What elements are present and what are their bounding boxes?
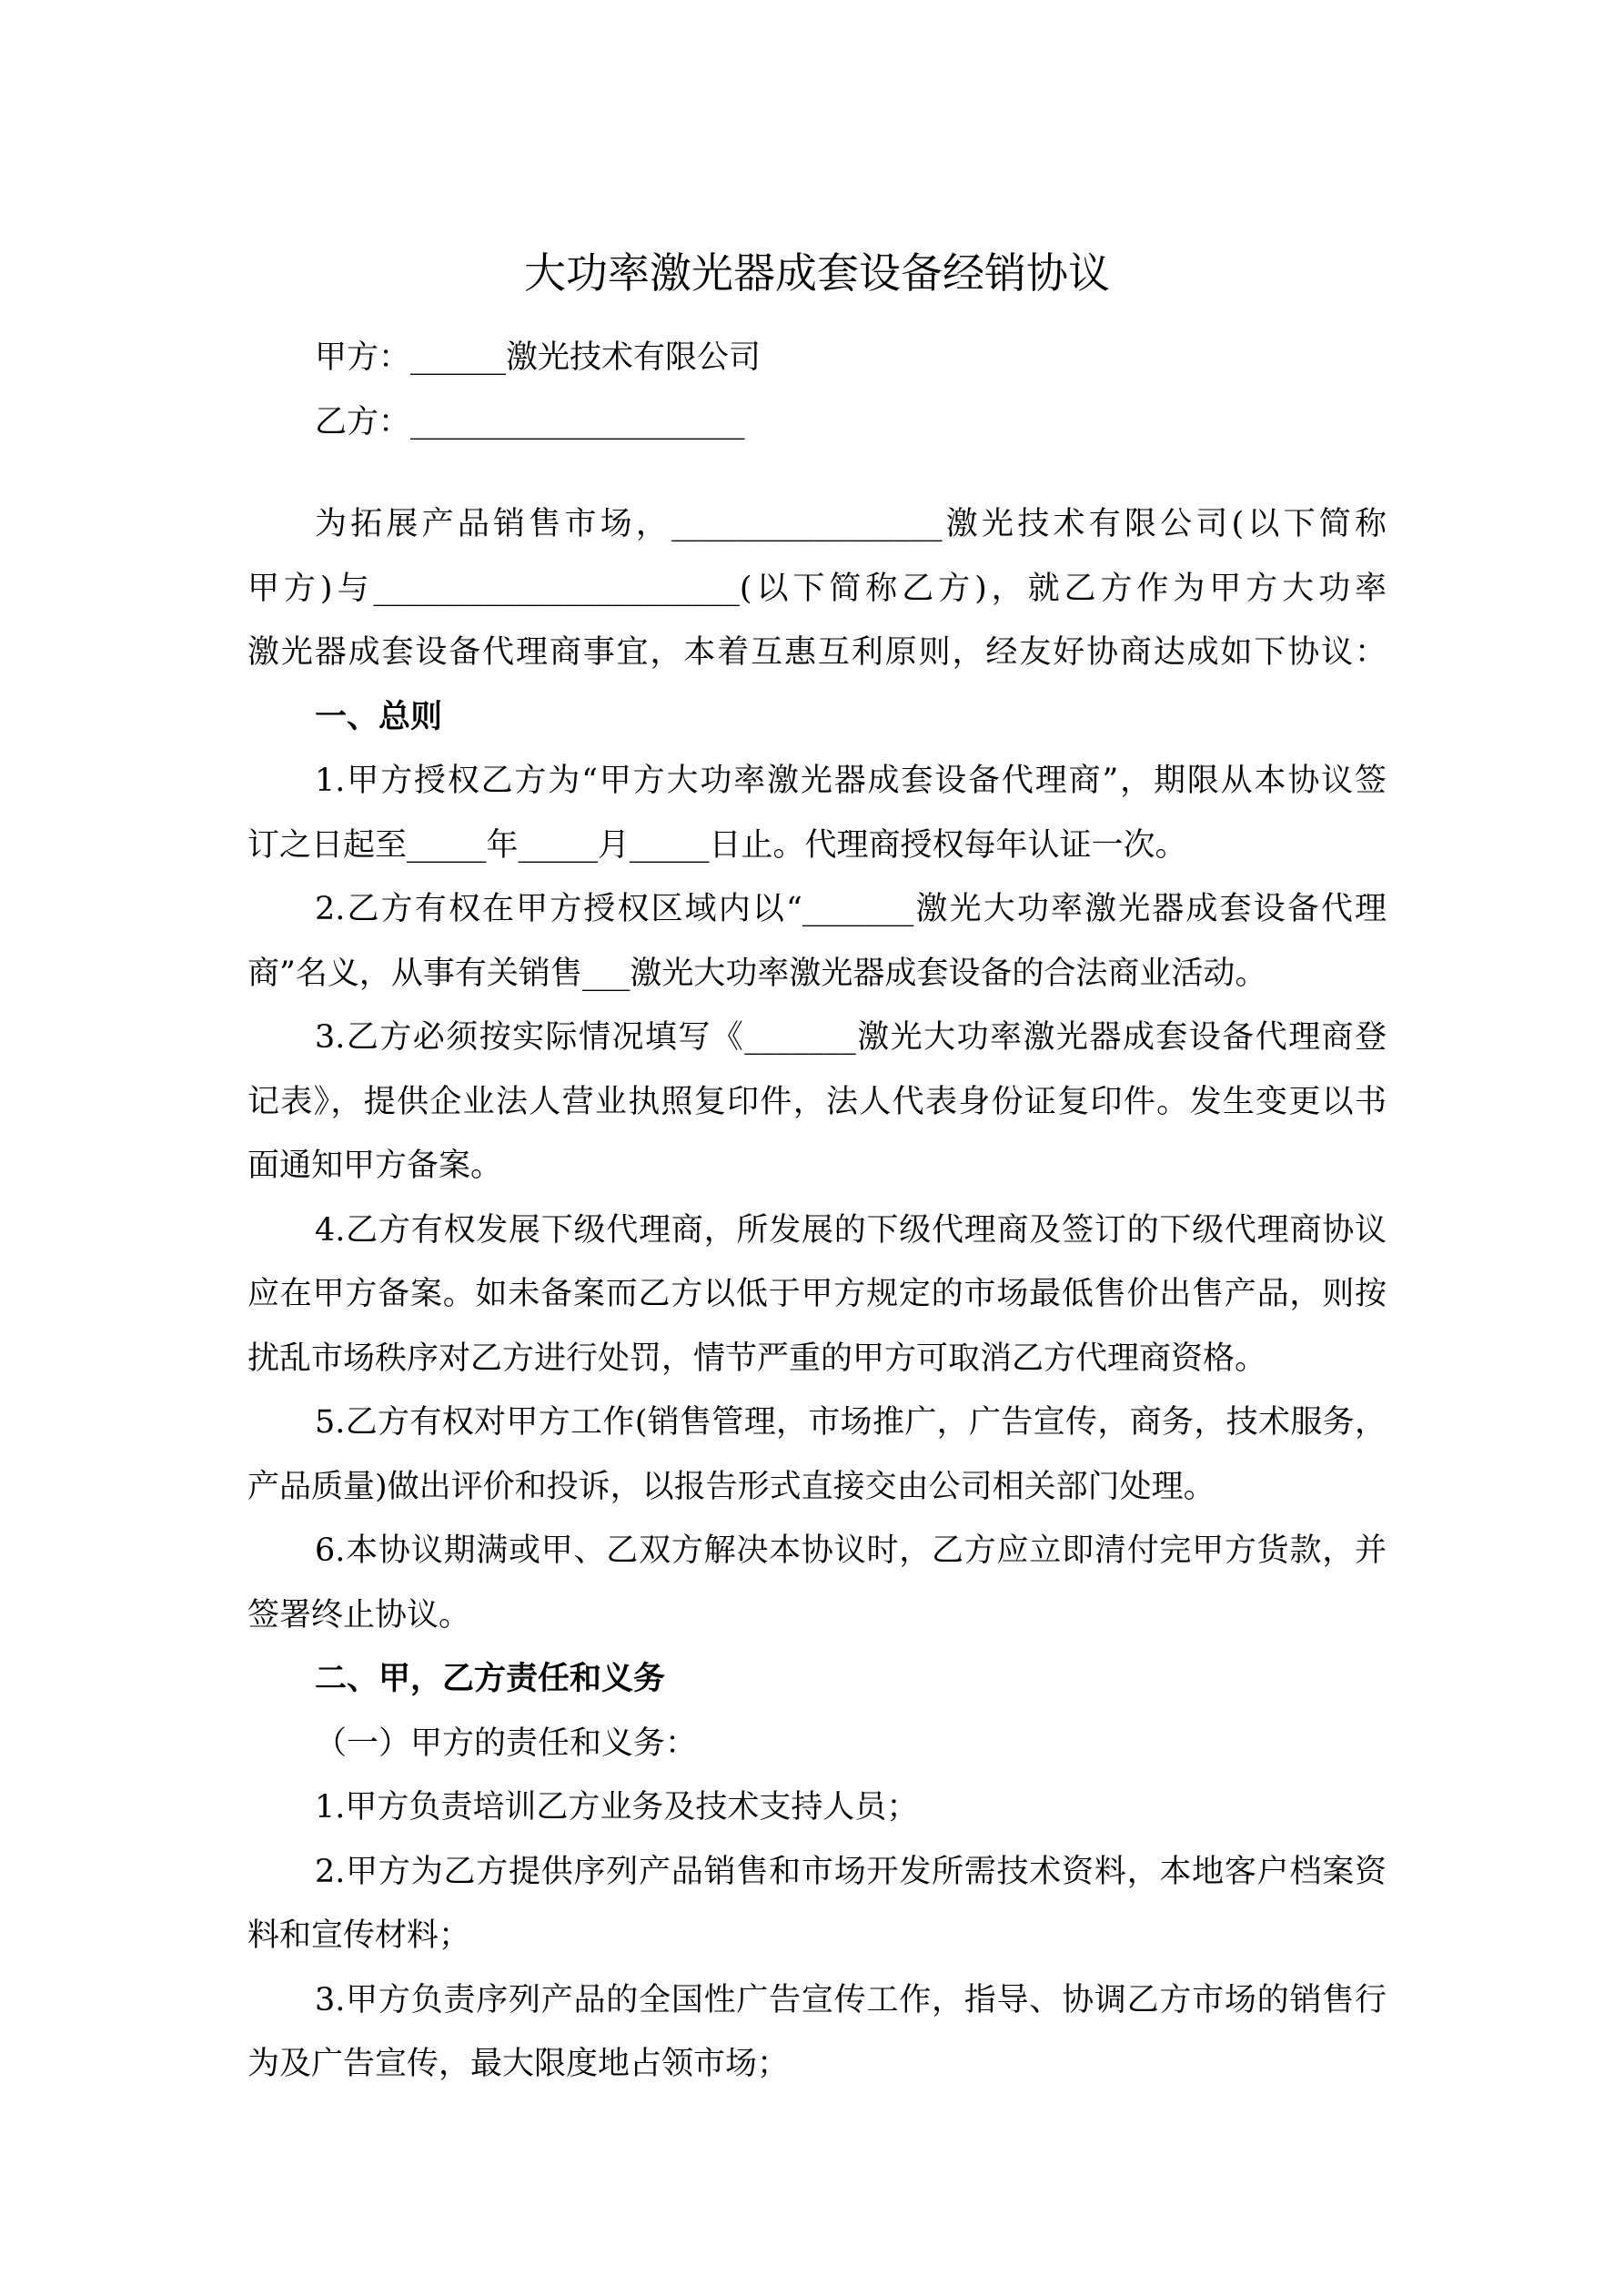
text-line: 3.甲方负责序列产品的全国性广告宣传工作，指导、协调乙方市场的销售行 bbox=[315, 1981, 1387, 2018]
text-line: 激光器成套设备代理商事宜，本着互惠互利原则，经友好协商达成如下协议： bbox=[247, 634, 1387, 671]
text-line: 面通知甲方备案。 bbox=[247, 1148, 503, 1184]
section-heading: 一、总则 bbox=[315, 697, 443, 735]
text-line: 1.甲方负责培训乙方业务及技术支持人员； bbox=[315, 1789, 919, 1826]
text-line: 签署终止协议。 bbox=[247, 1596, 471, 1633]
text-line: 2.甲方为乙方提供序列产品销售和市场开发所需技术资料，本地客户档案资 bbox=[315, 1853, 1387, 1890]
text-line: 甲方)与_______________________(以下简称乙方)，就乙方作为甲方大功率 bbox=[247, 570, 1387, 607]
text-line: 记表》，提供企业法人营业执照复印件，法人代表身份证复印件。发生变更以书 bbox=[247, 1083, 1387, 1120]
text-line: 应在甲方备案。如未备案而乙方以低于甲方规定的市场最低售价出售产品，则按 bbox=[247, 1276, 1387, 1312]
text-line: 料和宣传材料； bbox=[247, 1917, 471, 1954]
document-title: 大功率激光器成套设备经销协议 bbox=[524, 248, 1110, 298]
document-page bbox=[247, 241, 1387, 2097]
text-line: 5.乙方有权对甲方工作(销售管理，市场推广，广告宣传，商务，技术服务， bbox=[315, 1404, 1387, 1441]
text-line: 订之日起至_____年_____月_____日止。代理商授权每年认证一次。 bbox=[247, 826, 1187, 864]
text-line: 产品质量)做出评价和投诉，以报告形式直接交由公司相关部门处理。 bbox=[247, 1468, 1215, 1505]
text-line: 6.本协议期满或甲、乙双方解决本协议时，乙方应立即清付完甲方货款，并 bbox=[315, 1532, 1387, 1569]
text-line: 1.甲方授权乙方为“甲方大功率激光器成套设备代理商”，期限从本协议签 bbox=[315, 763, 1387, 799]
text-line: 乙方：_____________________ bbox=[315, 403, 745, 440]
text-line: 商”名义，从事有关销售___激光大功率激光器成套设备的合法商业活动。 bbox=[247, 955, 1267, 992]
section-heading: 二、甲，乙方责任和义务 bbox=[315, 1660, 666, 1697]
text-line: 2.乙方有权在甲方授权区域内以“_______激光大功率激光器成套设备代理 bbox=[315, 891, 1387, 927]
text-line: 扰乱市场秩序对乙方进行处罚，情节严重的甲方可取消乙方代理商资格。 bbox=[247, 1340, 1267, 1377]
text-line: （一）甲方的责任和义务： bbox=[315, 1725, 698, 1762]
text-line: 甲方：______激光技术有限公司 bbox=[315, 339, 762, 376]
text-line: 为拓展产品销售市场，_________________激光技术有限公司(以下简称 bbox=[315, 506, 1387, 542]
text-line: 3.乙方必须按实际情况填写《_______激光大功率激光器成套设备代理商登 bbox=[315, 1019, 1387, 1056]
document-body bbox=[247, 326, 1387, 2097]
text-line: 为及广告宣传，最大限度地占领市场； bbox=[247, 2046, 790, 2082]
text-line: 4.乙方有权发展下级代理商，所发展的下级代理商及签订的下级代理商协议 bbox=[315, 1211, 1387, 1249]
